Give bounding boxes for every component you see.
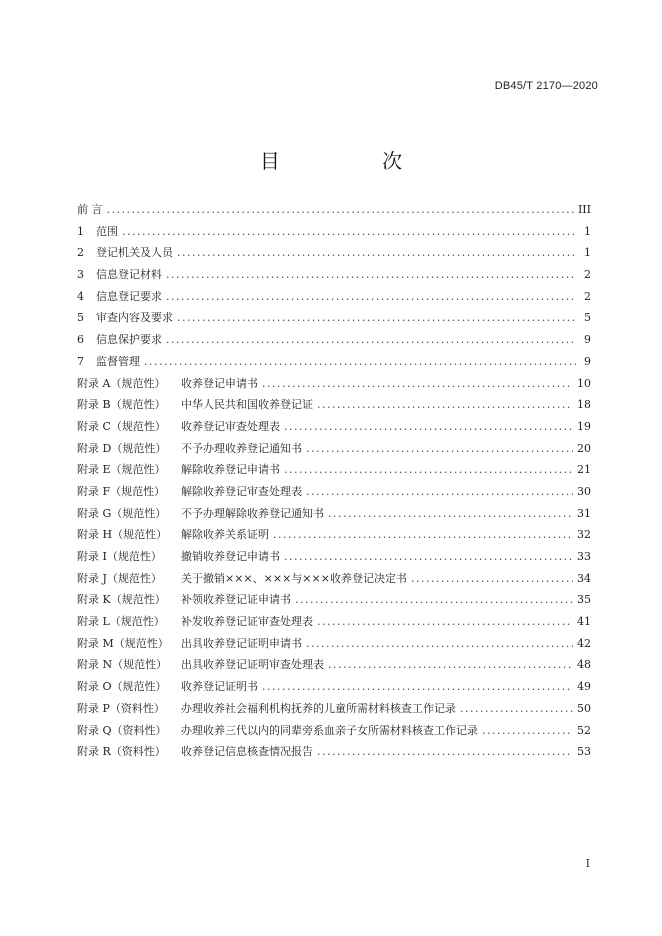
toc-entry[interactable] (77, 351, 591, 373)
toc-entry-label: 解除收养登记审查处理表 (181, 484, 302, 498)
toc-entry-number: 7 (77, 354, 84, 368)
page-title: 目 次 (259, 149, 451, 173)
toc-entry-appendix: 附录 H（规范性） (77, 528, 168, 542)
toc-entry-appendix: 附录 E（规范性） (77, 463, 166, 477)
toc-entry-page: 49 (577, 680, 591, 694)
toc-entry-page: 32 (577, 528, 591, 542)
toc-entry-page: 53 (577, 745, 591, 759)
toc-entry[interactable] (77, 242, 591, 264)
toc-entry-appendix: 附录 P（资料性） (77, 701, 165, 715)
toc-entry-page: 34 (577, 571, 591, 585)
page-number: I (585, 857, 590, 870)
toc-entry-label: 解除收养登记申请书 (181, 463, 280, 477)
toc-entry-label: 信息登记材料 (96, 268, 162, 282)
toc-entry-appendix: 附录 J（规范性） (77, 571, 162, 585)
toc-entry[interactable] (77, 438, 591, 460)
toc-entry-appendix: 附录 A（规范性） (77, 376, 166, 390)
dot-leader (273, 524, 573, 546)
dot-leader (306, 438, 573, 460)
toc-entry-label: 前 言 (77, 203, 103, 216)
toc-entry[interactable] (77, 676, 591, 698)
toc-entry-page: 10 (577, 376, 591, 390)
toc-entry-label: 不予办理解除收养登记通知书 (181, 506, 324, 520)
dot-leader (262, 373, 573, 395)
toc-entry-page: 2 (584, 289, 591, 303)
toc-entry-page: 50 (577, 701, 591, 715)
toc-entry-label: 办理收养社会福利机构抚养的儿童所需材料核查工作记录 (181, 701, 456, 715)
dot-leader (317, 741, 573, 763)
toc-entry-label: 出具收养登记证明申请书 (181, 636, 302, 650)
toc-entry-number: 2 (77, 246, 84, 260)
toc-entry[interactable] (77, 720, 591, 742)
toc-entry-number: 4 (77, 289, 84, 303)
dot-leader (262, 676, 573, 698)
dot-leader (460, 698, 573, 720)
toc-entry-page: 1 (584, 224, 591, 238)
toc-entry[interactable] (77, 394, 591, 416)
toc-entry-label: 收养登记信息核查情况报告 (181, 745, 313, 759)
toc-entry-label: 审查内容及要求 (96, 311, 173, 325)
dot-leader (317, 611, 573, 633)
toc-entry[interactable] (77, 503, 591, 525)
toc-entry-page: 19 (577, 419, 591, 433)
toc-entry[interactable] (77, 633, 591, 655)
toc-entry-page: 31 (577, 506, 591, 520)
dot-leader (177, 307, 577, 329)
toc-entry-page: 35 (577, 593, 591, 607)
toc-entry-label: 关于撤销×××、×××与×××收养登记决定书 (181, 571, 407, 585)
toc-entry-page: 18 (577, 398, 591, 412)
table-of-contents (77, 199, 591, 763)
toc-entry-number: 1 (77, 224, 84, 238)
toc-entry[interactable] (77, 546, 591, 568)
toc-entry[interactable] (77, 416, 591, 438)
dot-leader (306, 633, 573, 655)
toc-entry-label: 收养登记证明书 (181, 680, 258, 694)
toc-entry-label: 范围 (96, 224, 118, 238)
toc-entry-page: 42 (577, 636, 591, 650)
dot-leader (482, 720, 573, 742)
toc-entry[interactable] (77, 741, 591, 763)
toc-entry-number: 3 (77, 268, 84, 282)
toc-entry-label: 不予办理收养登记通知书 (181, 441, 302, 455)
dot-leader (144, 351, 577, 373)
toc-entry-label: 办理收养三代以内的同辈旁系血亲子女所需材料核查工作记录 (181, 723, 478, 737)
toc-entry-page: 20 (577, 441, 591, 455)
dot-leader (328, 654, 573, 676)
toc-entry-label: 监督管理 (96, 354, 140, 368)
toc-entry-page: 2 (584, 268, 591, 282)
dot-leader (107, 199, 574, 221)
toc-entry-page: 33 (577, 550, 591, 563)
toc-entry-number: 6 (77, 333, 84, 347)
toc-entry-appendix: 附录 B（规范性） (77, 398, 166, 412)
dot-leader (284, 416, 573, 438)
toc-entry-label: 补发收养登记证审查处理表 (181, 615, 313, 629)
toc-entry-page: 52 (577, 723, 591, 737)
toc-entry-page: 9 (584, 354, 591, 368)
toc-entry[interactable] (77, 373, 591, 395)
dot-leader (306, 481, 573, 503)
toc-entry[interactable] (77, 329, 591, 351)
toc-entry-appendix: 附录 F（规范性） (77, 484, 166, 498)
toc-entry-appendix: 附录 R（资料性） (77, 745, 166, 759)
toc-entry-appendix: 附录 N（规范性） (77, 658, 168, 672)
toc-entry-page: 9 (584, 333, 591, 347)
toc-entry-appendix: 附录 G（规范性） (77, 506, 167, 520)
toc-entry[interactable] (77, 698, 591, 720)
toc-entry-appendix: 附录 K（规范性） (77, 593, 166, 607)
toc-entry-page: 21 (577, 463, 591, 477)
toc-entry-appendix: 附录 M（规范性） (77, 636, 169, 650)
dot-leader (295, 589, 573, 611)
toc-entry[interactable] (77, 654, 591, 676)
toc-entry-label: 补领收养登记证申请书 (181, 593, 291, 607)
toc-entry[interactable] (77, 524, 591, 546)
dot-leader (177, 242, 577, 264)
toc-entry-appendix: 附录 I（规范性） (77, 550, 162, 563)
toc-entry-label: 中华人民共和国收养登记证 (181, 398, 313, 412)
toc-entry-label: 信息保护要求 (96, 333, 162, 347)
toc-entry-page: 41 (577, 615, 591, 629)
dot-leader (411, 568, 573, 590)
toc-entry-label: 撤销收养登记申请书 (181, 550, 280, 563)
toc-entry-label: 收养登记审查处理表 (181, 419, 280, 433)
toc-entry-label: 解除收养关系证明 (181, 528, 269, 542)
toc-entry-appendix: 附录 D（规范性） (77, 441, 167, 455)
toc-entry[interactable] (77, 589, 591, 611)
dot-leader (284, 546, 573, 568)
dot-leader (166, 286, 577, 308)
toc-entry[interactable] (77, 307, 591, 329)
toc-entry[interactable] (77, 221, 591, 243)
toc-entry-appendix: 附录 C（规范性） (77, 419, 166, 433)
standard-number: DB45/T 2170—2020 (494, 80, 598, 92)
dot-leader (317, 394, 573, 416)
dot-leader (122, 221, 577, 243)
toc-entry[interactable] (77, 459, 591, 481)
toc-entry-number: 5 (77, 311, 84, 325)
toc-entry[interactable] (77, 611, 591, 633)
toc-entry-label: 出具收养登记证明审查处理表 (181, 658, 324, 672)
toc-entry[interactable] (77, 264, 591, 286)
dot-leader (166, 329, 577, 351)
toc-entry-page: 48 (577, 658, 591, 672)
toc-entry-page: 1 (584, 246, 591, 260)
toc-entry[interactable] (77, 568, 591, 590)
toc-entry-page: 5 (584, 311, 591, 325)
toc-entry-label: 信息登记要求 (96, 289, 162, 303)
toc-entry-page: III (577, 203, 591, 216)
toc-entry-label: 收养登记申请书 (181, 376, 258, 390)
toc-entry-appendix: 附录 Q（资料性） (77, 723, 167, 737)
toc-entry[interactable] (77, 286, 591, 308)
toc-entry-label: 登记机关及人员 (96, 246, 173, 260)
toc-entry-appendix: 附录 L（规范性） (77, 615, 165, 629)
dot-leader (328, 503, 573, 525)
toc-entry[interactable] (77, 199, 591, 221)
dot-leader (166, 264, 577, 286)
toc-entry-page: 30 (577, 484, 591, 498)
dot-leader (284, 459, 573, 481)
toc-entry-appendix: 附录 O（规范性） (77, 680, 167, 694)
toc-entry[interactable] (77, 481, 591, 503)
